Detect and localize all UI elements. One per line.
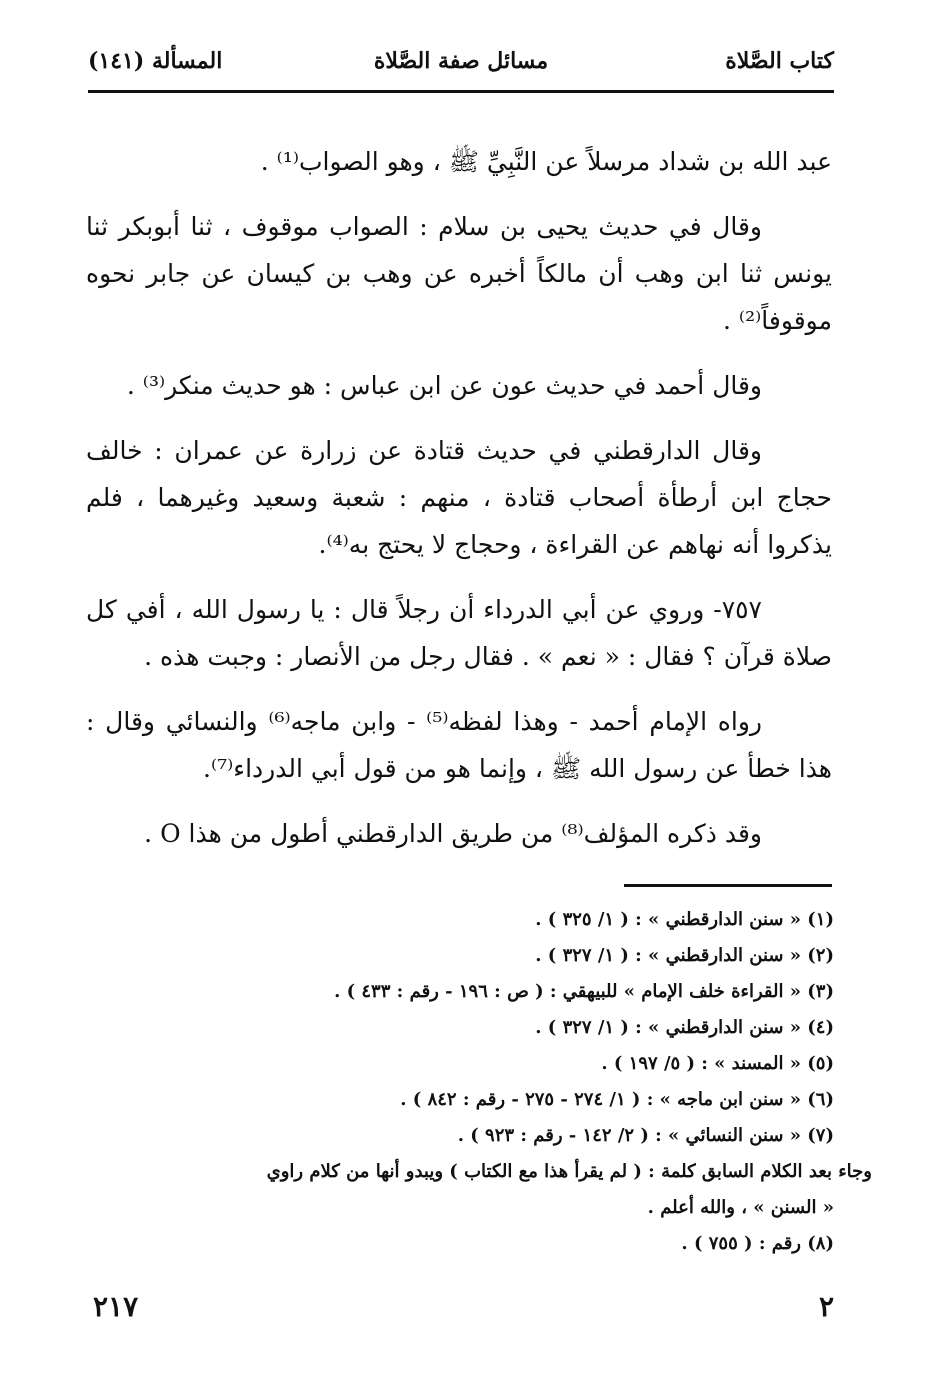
issue-number: المسألة (١٤١) xyxy=(88,48,223,74)
paragraph: وقد ذكره المؤلف⁽⁸⁾ من طريق الدارقطني أطول من هذا O . xyxy=(144,819,762,848)
running-header xyxy=(88,40,834,84)
signature-mark: ٢ xyxy=(818,1290,834,1323)
footnote-divider xyxy=(624,884,832,887)
footnote: (٧) « سنن النسائي » : ( ٢/ ١٤٢ - رقم : ٩٢٣ ) . xyxy=(457,1125,834,1146)
footnote: (٤) « سنن الدارقطني » : ( ١/ ٣٢٧ ) . xyxy=(535,1017,834,1038)
main-text xyxy=(86,138,832,875)
paragraph: رواه الإمام أحمد - وهذا لفظه⁽⁵⁾ - وابن ماجه⁽⁶⁾ والنسائي وقال : هذا خطأ عن رسول الله ﷺ ، وإنما هو من قول أبي الدرداء⁽⁷⁾. xyxy=(86,707,832,783)
footnote: (١) « سنن الدارقطني » : ( ١/ ٣٢٥ ) . xyxy=(535,909,834,930)
paragraph: وقال الدارقطني في حديث قتادة عن زرارة عن عمران : خالف حجاج ابن أرطأة أصحاب قتادة ، منهم : شعبة وسعيد وغيرهما ، فلم يذكروا أنه نهاهم عن القراءة ، وحجاج لا يحتج به⁽⁴⁾. xyxy=(86,436,832,559)
footnote-continuation: « السنن » ، والله أعلم . xyxy=(647,1197,834,1218)
header-divider xyxy=(88,90,834,93)
footnotes xyxy=(74,902,872,1262)
footnote-continuation: وجاء بعد الكلام السابق كلمة : ( لم يقرأ هذا مع الكتاب ) ويبدو أنها من كلام راوي xyxy=(266,1161,872,1182)
paragraph: وقال أحمد في حديث عون عن ابن عباس : هو حديث منكر⁽³⁾ . xyxy=(126,371,762,400)
paragraph: وقال في حديث يحيى بن سلام : الصواب موقوف ، ثنا أبوبكر ثنا يونس ثنا ابن وهب أن مالكاً أخبره عن وهب بن كيسان عن جابر نحوه موقوفاً⁽²⁾ . xyxy=(86,212,832,335)
chapter-title: مسائل صفة الصَّلاة xyxy=(373,48,549,74)
footnote: (٦) « سنن ابن ماجه » : ( ١/ ٢٧٤ - ٢٧٥ - رقم : ٨٤٢ ) . xyxy=(400,1089,834,1110)
book-title: كتاب الصَّلاة xyxy=(725,48,834,74)
footnote: (٨) رقم : ( ٧٥٥ ) . xyxy=(681,1233,834,1254)
footnote: (٥) « المسند » : ( ٥/ ١٩٧ ) . xyxy=(601,1053,834,1074)
page-number: ٢١٧ xyxy=(93,1290,139,1323)
footnote: (٣) « القراءة خلف الإمام » للبيهقي : ( ص : ١٩٦ - رقم : ٤٣٣ ) . xyxy=(334,981,834,1002)
paragraph: عبد الله بن شداد مرسلاً عن النَّبِيِّ ﷺ ، وهو الصواب⁽¹⁾ . xyxy=(260,147,832,176)
footnote: (٢) « سنن الدارقطني » : ( ١/ ٣٢٧ ) . xyxy=(535,945,834,966)
paragraph: ٧٥٧- وروي عن أبي الدرداء أن رجلاً قال : يا رسول الله ، أفي كل صلاة قرآن ؟ فقال : « نعم » . فقال رجل من الأنصار : وجبت هذه . xyxy=(86,595,832,671)
